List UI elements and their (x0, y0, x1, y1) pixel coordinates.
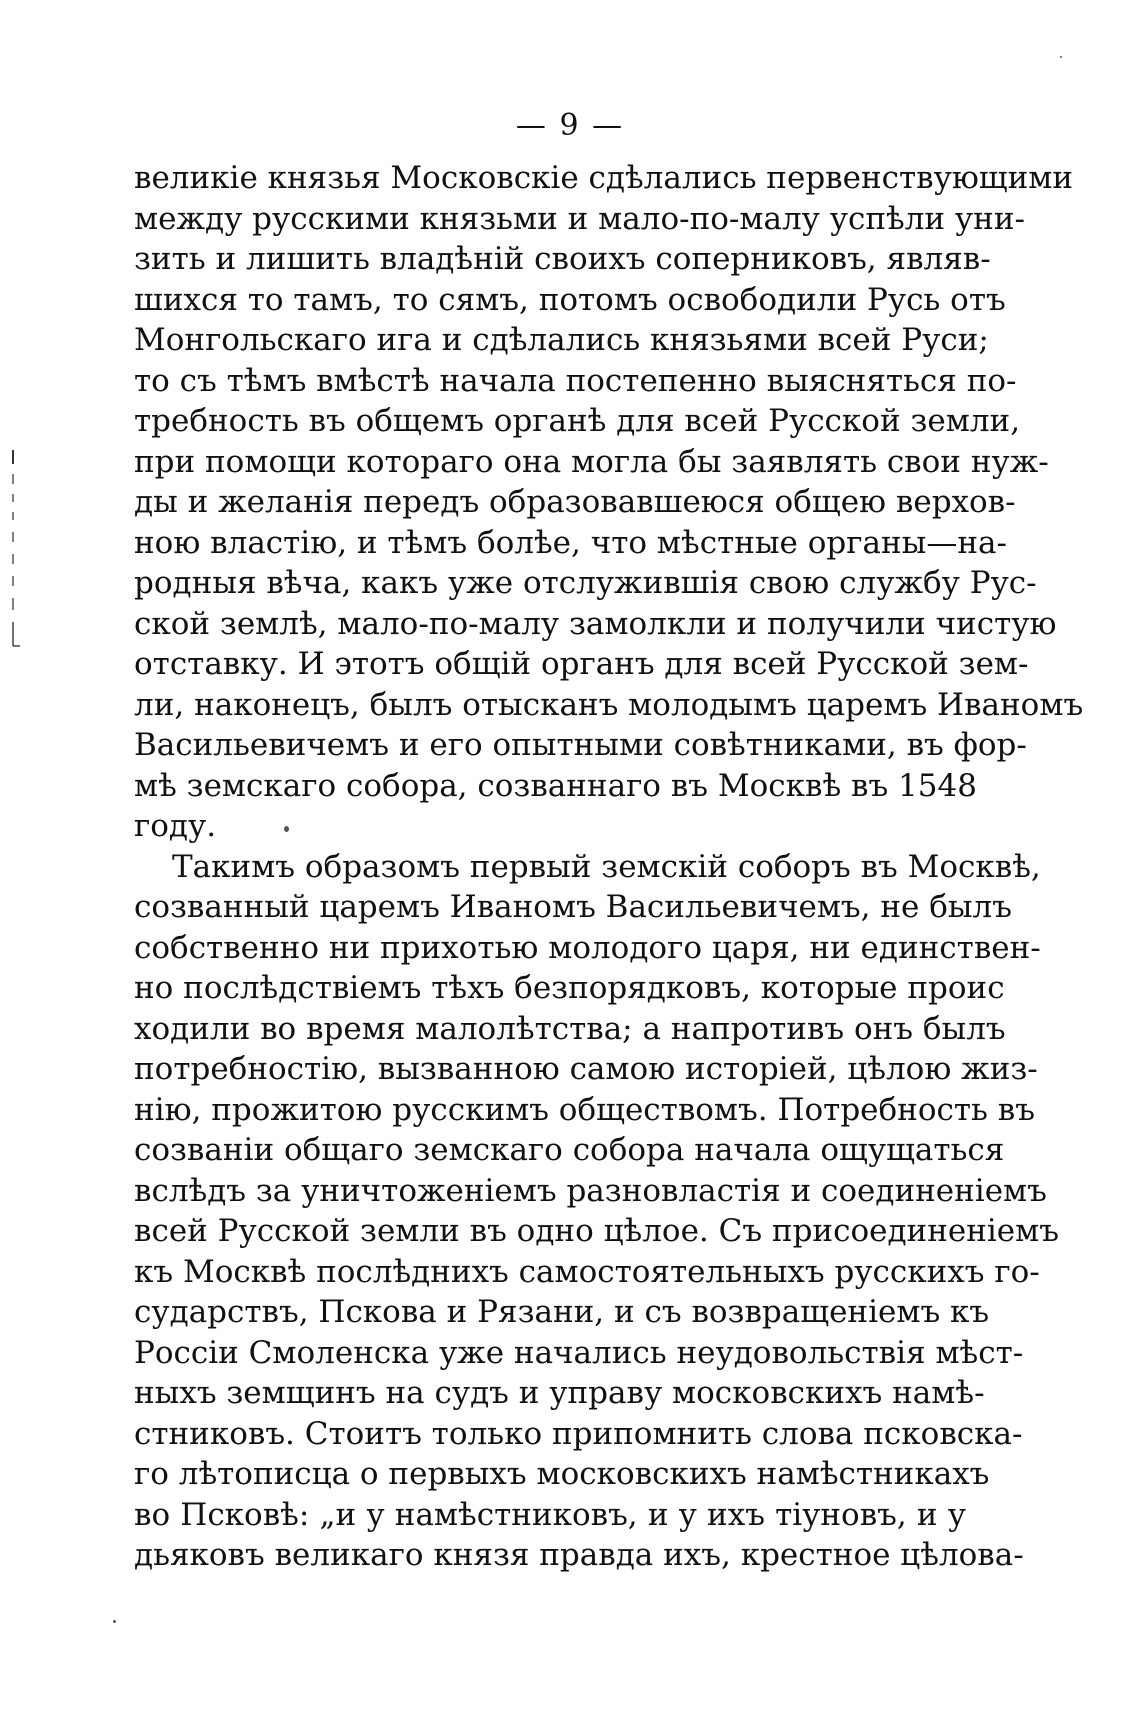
text-line: мѣ земскаго собора, созваннаго въ Москвѣ въ 1548 (134, 767, 977, 804)
text-line: ходили во время малолѣтства; а напротивъ онъ былъ (134, 1010, 1006, 1047)
text-line: къ Москвѣ послѣднихъ самостоятельныхъ русскихъ го- (134, 1253, 1040, 1290)
text-line: зить и лишить владѣнiй своихъ соперниковъ, являв- (134, 241, 991, 277)
text-line: созванный царемъ Иваномъ Васильевичемъ, не былъ (134, 889, 1012, 925)
text-line: требность въ общемъ органѣ для всей Русской земли, (134, 403, 1021, 439)
text-line: во Псковѣ: „и у намѣстниковъ, и у ихъ тiуновъ, и у (134, 1496, 966, 1533)
page-number: — 9 — (515, 108, 625, 143)
paragraph-2 (134, 847, 1059, 1576)
text-line: но послѣдствiемъ тѣхъ безпорядковъ, которые проис (134, 970, 1005, 1006)
text-line: го лѣтописца о первыхъ московскихъ намѣстникахъ (134, 1456, 990, 1492)
text-line: собственно ни прихотью молодого царя, ни единствен- (134, 929, 1041, 966)
text-line: всей Русской земли въ одно цѣлое. Съ присоединенiемъ (134, 1213, 1059, 1249)
text-line: Россiи Смоленска уже начались неудовольствiя мѣст- (134, 1334, 1024, 1371)
text-line: Монгольскаго ига и сдѣлались князьями всей Руси; (134, 322, 989, 358)
text-line: ною властiю, и тѣмъ болѣе, что мѣстные органы—на- (134, 524, 1007, 561)
text-line: Васильевичемъ и его опытными совѣтниками, въ фор- (134, 727, 1027, 763)
text-line: ныхъ земщинъ на судъ и управу московскихъ намѣ- (134, 1375, 985, 1411)
text-line: нiю, прожитою русскимъ обществомъ. Потребность въ (134, 1091, 1035, 1128)
text-line: стниковъ. Стоитъ только припомнить слова псковска- (134, 1415, 1023, 1452)
text-line: великiе князья Московскiе сдѣлались первенствующими (134, 160, 1074, 196)
margin-pencil-mark (10, 450, 22, 660)
ink-speck (1060, 56, 1062, 58)
text-line: отставку. И этотъ общiй органъ для всей Русской зем- (134, 646, 1029, 682)
text-line: родныя вѣча, какъ уже отслужившiя свою службу Рус- (134, 565, 1037, 601)
text-line: ды и желанiя передъ образовавшеюся общею верхов- (134, 484, 1016, 520)
text-line: году. (134, 808, 217, 844)
text-line: дьяковъ великаго князя правда ихъ, крестное цѣлова- (134, 1537, 1024, 1573)
text-line: шихся то тамъ, то сямъ, потомъ освободили Русь отъ (134, 281, 1006, 318)
text-line: Такимъ образомъ первый земскiй соборъ въ Москвѣ, (172, 848, 1041, 885)
text-line: вслѣдъ за уничтоженiемъ разновластiя и соединенiемъ (134, 1172, 1047, 1209)
text-line: между русскими князьми и мало-по-малу успѣли уни- (134, 200, 1025, 237)
text-line: созванiи общаго земскаго собора начала ощущаться (134, 1132, 1005, 1168)
text-line: сударствъ, Пскова и Рязани, и съ возвращенiемъ къ (134, 1294, 990, 1330)
text-line: при помощи котораго она могла бы заявлять свои нуж- (134, 443, 1049, 480)
body-text (134, 158, 1084, 1576)
ink-speck (113, 1620, 116, 1623)
paragraph-1 (134, 158, 1084, 847)
text-line: ской землѣ, мало-по-малу замолкли и получили чистую (134, 605, 1057, 642)
text-line: ли, наконецъ, былъ отысканъ молодымъ царемъ Иваномъ (134, 686, 1084, 723)
text-line: то съ тѣмъ вмѣстѣ начала постепенно выясняться по- (134, 362, 1017, 399)
text-line: потребностiю, вызванною самою исторiей, цѣлою жиз- (134, 1051, 1038, 1087)
